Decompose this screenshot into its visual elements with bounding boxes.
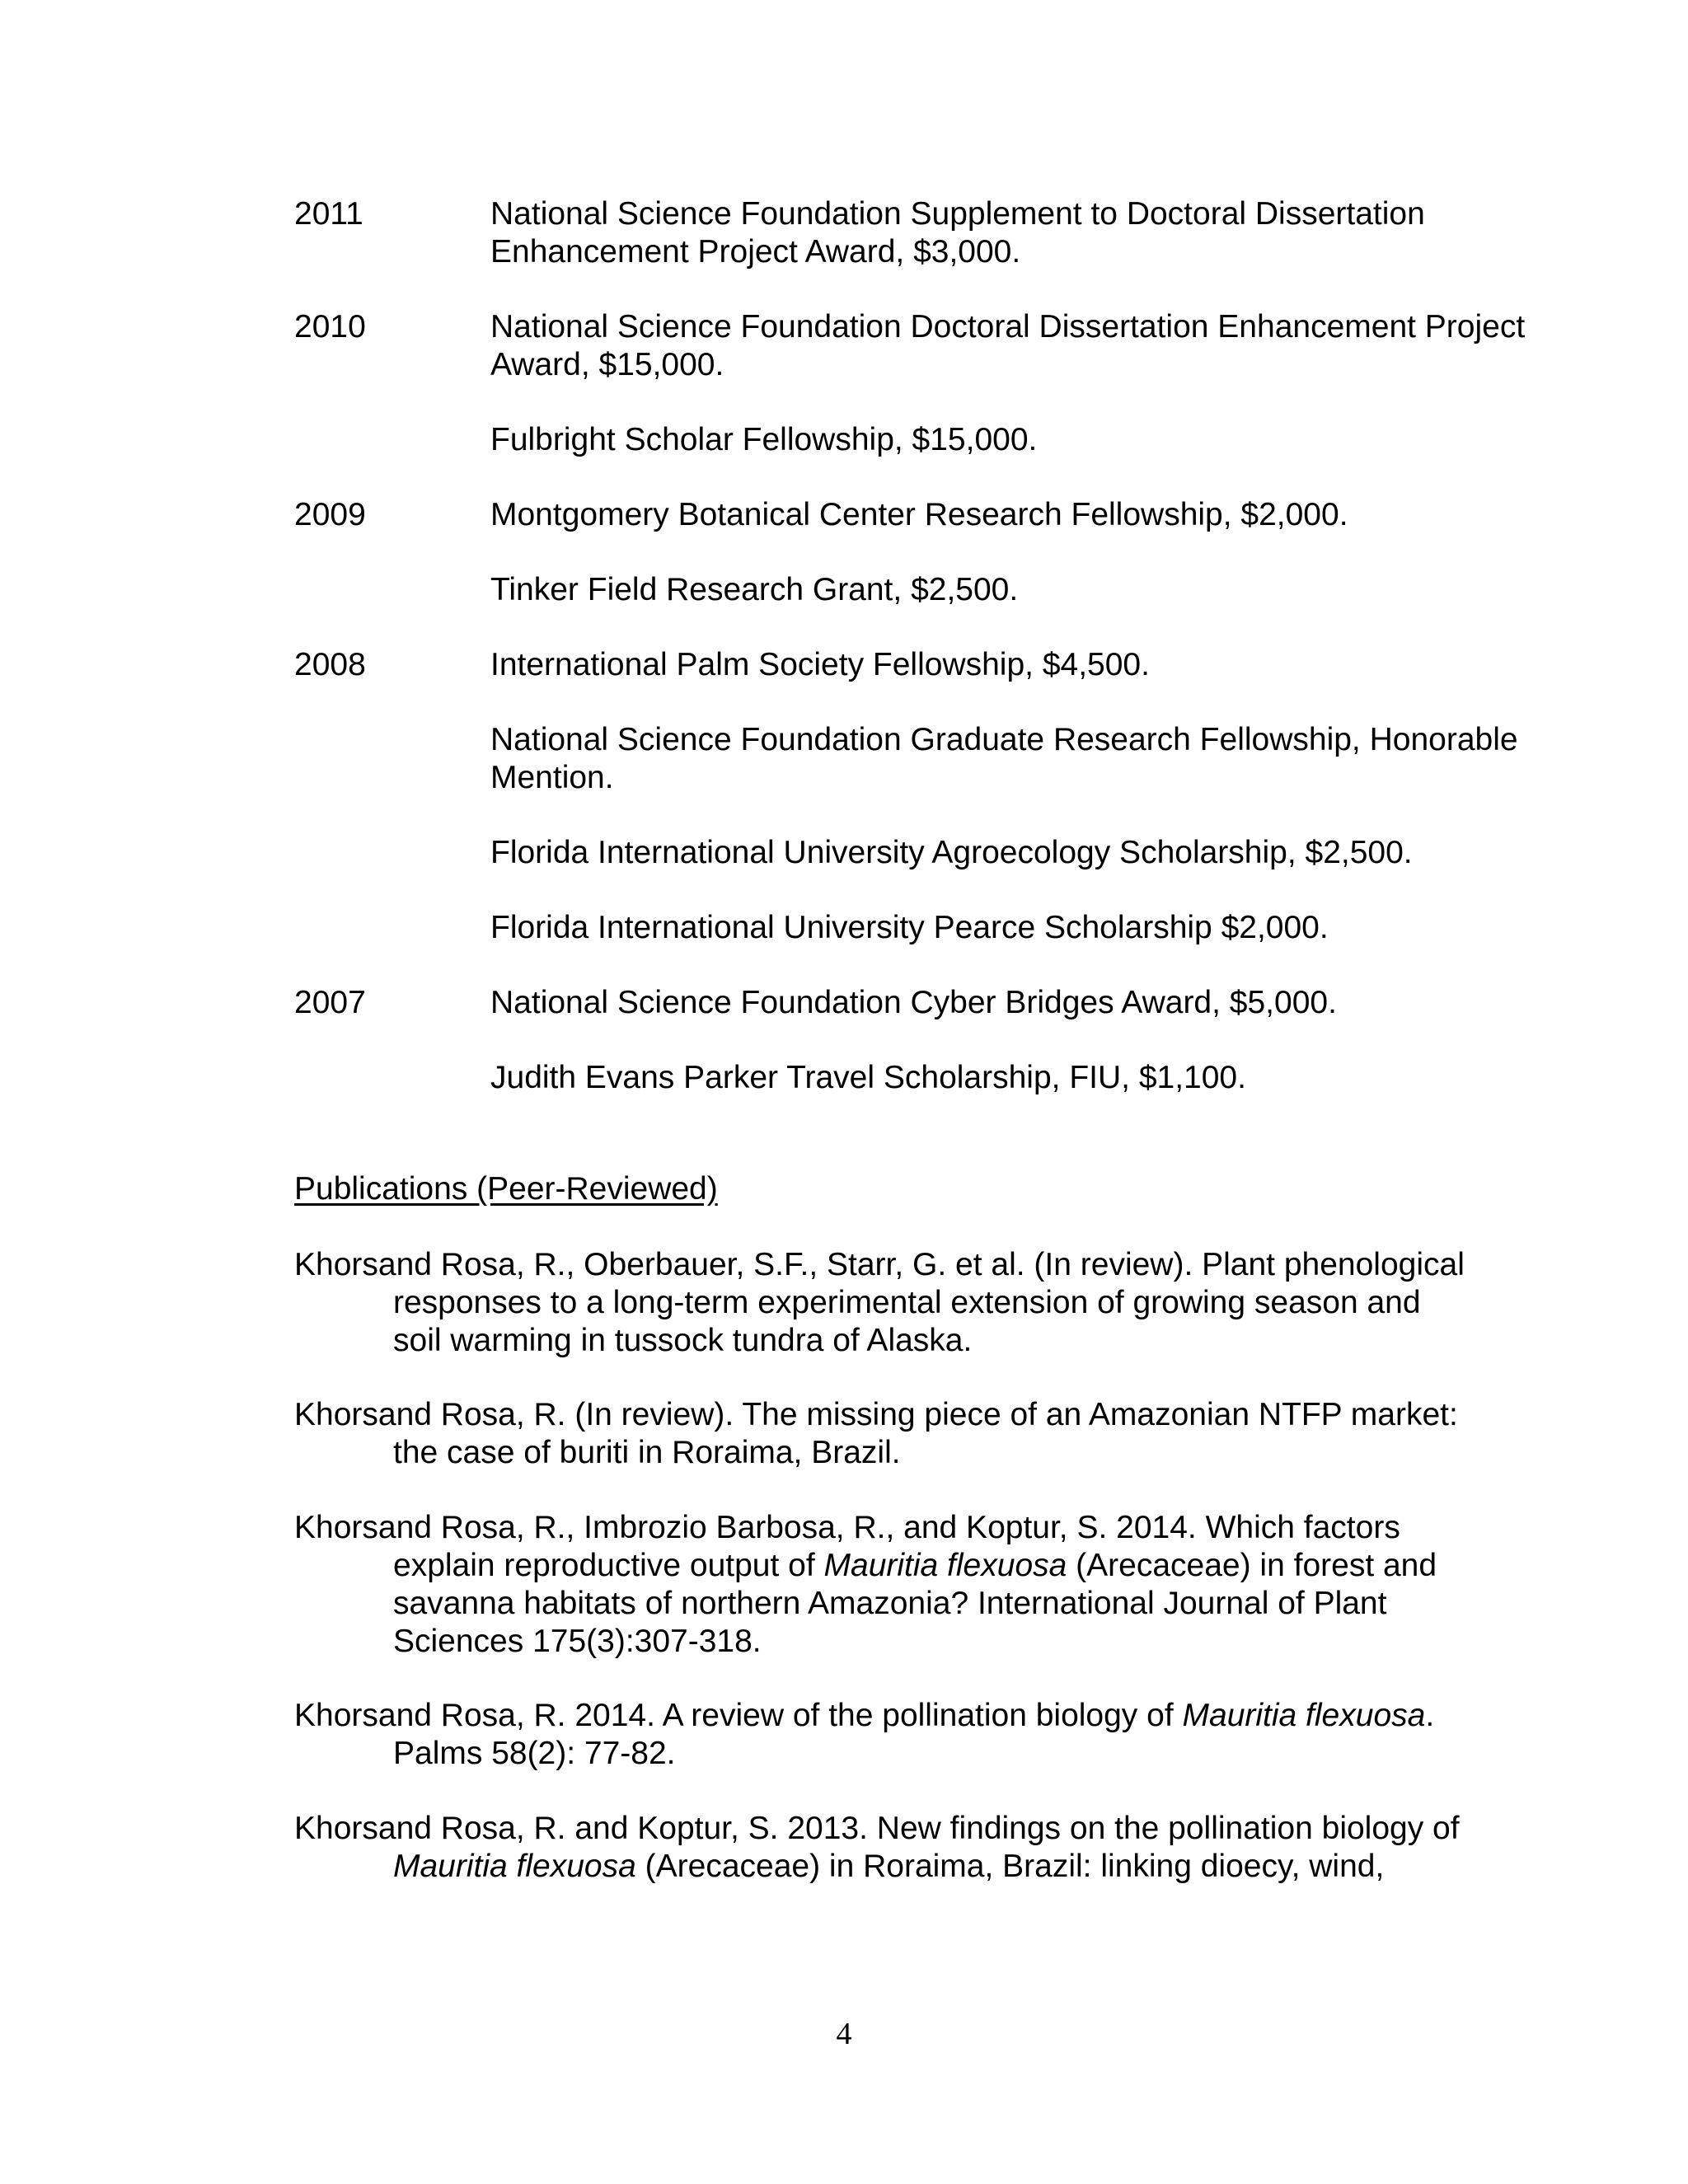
award-year: 2010 [294, 309, 366, 344]
publication-text: Khorsand Rosa, R., Imbrozio Barbosa, R., and Koptur, S. 2014. Which factors explain reproductive output of [294, 1510, 1400, 1583]
award-description: Judith Evans Parker Travel Scholarship, FIU, $1,100. [490, 1060, 1246, 1095]
publication-text: Khorsand Rosa, R. 2014. A review of the pollination biology of [294, 1698, 1183, 1733]
award-year: 2008 [294, 647, 366, 682]
award-year: 2011 [294, 196, 363, 232]
award-description: Florida International University Agroecology Scholarship, $2,500. [490, 835, 1413, 870]
award-description: International Palm Society Fellowship, $4,500. [490, 647, 1150, 682]
publication-entry [294, 1810, 1465, 1886]
award-description: Montgomery Botanical Center Research Fellowship, $2,000. [490, 497, 1348, 532]
publication-entry [294, 1246, 1465, 1360]
publication-text: Khorsand Rosa, R., Oberbauer, S.F., Starr, G. et al. (In review). Plant phenological responses to a long-term experimental extension of growing season and soil warming in tussock tundra of Alaska. [294, 1247, 1465, 1358]
award-description: Florida International University Pearce Scholarship $2,000. [490, 910, 1329, 945]
award-description: National Science Foundation Graduate Research Fellowship, Honorable Mention. [490, 722, 1518, 795]
publication-entry [294, 1697, 1465, 1773]
species-name: Mauritia flexuosa [393, 1849, 636, 1884]
publication-text: . Palms 58(2): 77-82. [393, 1698, 1435, 1771]
award-description: National Science Foundation Cyber Bridges Award, $5,000. [490, 985, 1337, 1020]
award-description: Tinker Field Research Grant, $2,500. [490, 572, 1019, 607]
award-description: National Science Foundation Supplement to Doctoral Dissertation Enhancement Project Award, $3,000. [490, 196, 1425, 269]
award-description: National Science Foundation Doctoral Dissertation Enhancement Project Award, $15,000. [490, 309, 1526, 382]
publication-text: Khorsand Rosa, R. (In review). The missing piece of an Amazonian NTFP market: the case of buriti in Roraima, Brazil. [294, 1397, 1458, 1470]
species-name: Mauritia flexuosa [1182, 1698, 1426, 1733]
section-heading-publications: Publications (Peer-Reviewed) [294, 1171, 718, 1207]
species-name: Mauritia flexuosa [823, 1548, 1067, 1583]
publication-entry [294, 1396, 1465, 1472]
publication-entry [294, 1509, 1465, 1661]
page-number: 4 [836, 2017, 852, 2051]
publication-text: (Arecaceae) in Roraima, Brazil: linking dioecy, wind, [635, 1849, 1385, 1884]
publication-text: Khorsand Rosa, R. and Koptur, S. 2013. New findings on the pollination biology of [294, 1811, 1460, 1846]
publication-text: (Arecaceae) in forest and savanna habitats of northern Amazonia? International Journal of Plant Sciences 175(3):307-318. [393, 1548, 1437, 1659]
award-year: 2007 [294, 985, 366, 1020]
award-year: 2009 [294, 497, 366, 532]
award-description: Fulbright Scholar Fellowship, $15,000. [490, 422, 1038, 457]
